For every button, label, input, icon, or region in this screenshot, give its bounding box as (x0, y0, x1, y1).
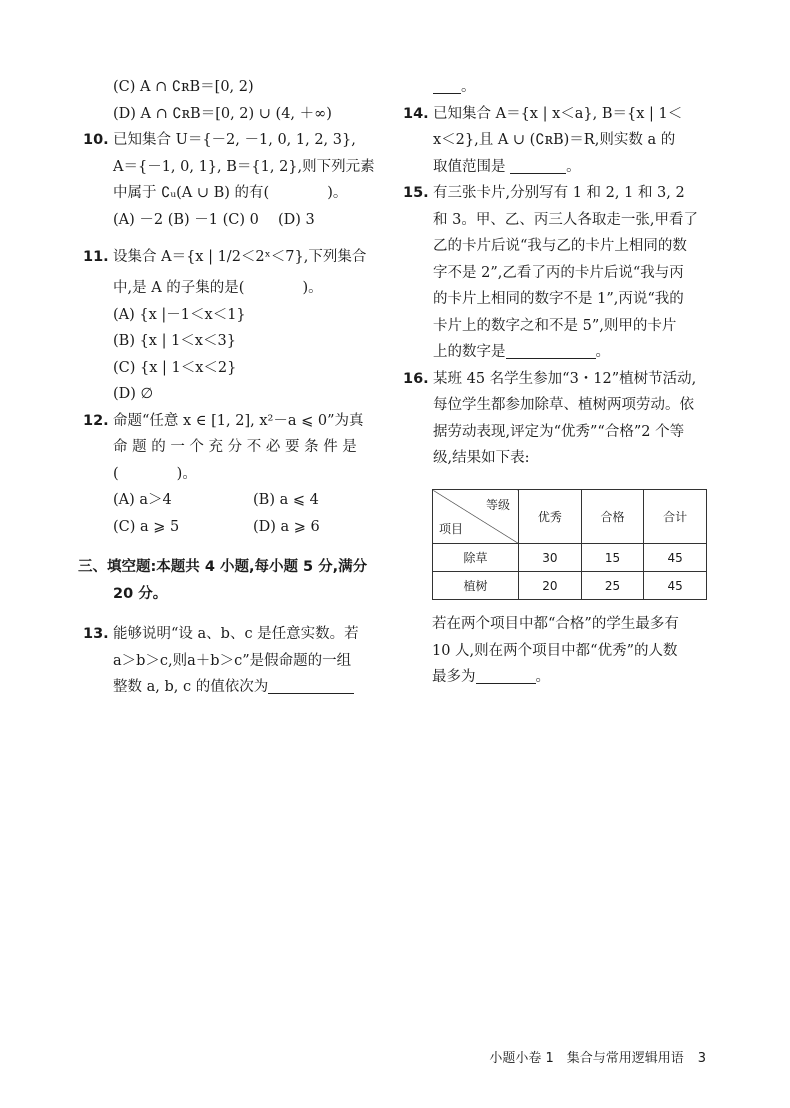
table-row (433, 544, 707, 572)
table-cell: 20 (519, 572, 582, 600)
question-16 (403, 366, 708, 472)
left-column (78, 74, 388, 701)
corner-label-grade: 等级 (485, 498, 510, 512)
table-header-row (433, 490, 707, 544)
q16-line-3: 据劳动表现,评定为“优秀”“合格”2 个等 (433, 423, 685, 440)
q16-end: 。 (535, 669, 550, 685)
q15-end: 。 (595, 344, 610, 360)
q15-line-4: 字不是 2”,乙看了丙的卡片后说“我与丙 (433, 264, 684, 281)
q9-option-c: (C) A ∩ ∁ʀB＝[0, 2) (113, 79, 254, 95)
section-3-line-1: 三、填空题:本题共 4 小题,每小题 5 分,满分 (78, 559, 368, 575)
corner-label-item: 项目 (439, 522, 464, 536)
q13-end: 。 (461, 79, 476, 95)
q15-line-3: 乙的卡片后说“我与乙的卡片上相同的数 (433, 238, 687, 254)
q15-line-5: 的卡片上相同的数字不是 1”,丙说“我的 (433, 291, 684, 307)
q14-line-1: 已知集合 A＝{x | x＜a}, B＝{x | 1＜ (433, 105, 683, 122)
q14-answer-blank[interactable] (510, 157, 566, 174)
q12-line-3: ( )。 (113, 465, 197, 482)
q16-answer-blank[interactable] (476, 667, 536, 684)
right-column (403, 74, 708, 472)
q12-option-c: (C) a ⩾ 5 (113, 518, 180, 535)
q16-after-line-2: 10 人,则在两个项目中都“优秀”的人数 (432, 642, 678, 659)
page-number: 3 (697, 1051, 706, 1066)
table-header-cell: 合格 (581, 490, 644, 544)
question-number: 15. (403, 185, 429, 201)
table-cell: 15 (581, 544, 644, 572)
question-number: 12. (83, 412, 109, 429)
results-table (432, 489, 707, 600)
footer-title: 小题小卷 1 集合与常用逻辑用语 (489, 1051, 684, 1066)
q16-line-4: 级,结果如下表: (433, 450, 530, 466)
q12-option-b: (B) a ⩽ 4 (253, 492, 319, 508)
table-cell: 30 (519, 544, 582, 572)
table-header-cell: 优秀 (519, 490, 582, 544)
q13-line-3: 整数 a, b, c 的值依次为 (113, 679, 269, 695)
section-3-line-2: 20 分。 (113, 585, 168, 602)
q12-option-a: (A) a＞4 (113, 492, 172, 508)
q15-line-7: 上的数字是 (433, 344, 506, 360)
question-10 (83, 127, 388, 233)
table-row (433, 572, 707, 600)
table-header-cell: 合计 (644, 490, 707, 544)
q9-option-d: (D) A ∩ ∁ʀB＝[0, 2) ∪ (4, ＋∞) (113, 105, 332, 122)
q10-options: (A) －2 (B) －1 (C) 0 (D) 3 (113, 211, 315, 228)
table-cell: 45 (644, 544, 707, 572)
q15-line-1: 有三张卡片,分别写有 1 和 2, 1 和 3, 2 (433, 185, 685, 201)
q14-end: 。 (566, 158, 581, 175)
question-11 (83, 239, 388, 408)
q15-line-6: 卡片上的数字之和不是 5”,则甲的卡片 (433, 317, 677, 334)
question-15 (403, 180, 708, 366)
q11-option-a: (A) {x |－1＜x＜1} (113, 306, 246, 323)
table-row-label: 植树 (433, 572, 519, 600)
table-row-label: 除草 (433, 544, 519, 572)
q12-line-1: 命题“任意 x ∈ [1, 2], x²－a ⩽ 0”为真 (113, 412, 364, 429)
question-number: 16. (403, 370, 429, 387)
q10-line-2: A＝{－1, 0, 1}, B＝{1, 2},则下列元素 (113, 158, 375, 175)
question-number: 11. (83, 249, 109, 265)
question-14 (403, 101, 708, 181)
question-number: 13. (83, 626, 109, 642)
table-cell: 45 (644, 572, 707, 600)
q15-line-2: 和 3。甲、乙、丙三人各取走一张,甲看了 (433, 211, 698, 228)
q16-continuation (432, 611, 707, 691)
q13-line-2: a＞b＞c,则a＋b＞c”是假命题的一组 (113, 652, 352, 669)
q16-line-2: 每位学生都参加除草、植树两项劳动。依 (433, 397, 694, 413)
question-number: 10. (83, 132, 109, 148)
page-footer (489, 1047, 706, 1066)
section-3-heading (78, 554, 388, 607)
q11-option-b: (B) {x | 1＜x＜3} (113, 333, 236, 349)
q10-line-3: 中属于 ∁ᵤ(A ∪ B) 的有( )。 (113, 185, 348, 201)
q14-line-3: 取值范围是 (433, 158, 506, 175)
q16-after-line-1: 若在两个项目中都“合格”的学生最多有 (432, 616, 679, 632)
q13-line-1: 能够说明“设 a、b、c 是任意实数。若 (113, 626, 359, 642)
q12-option-d: (D) a ⩾ 6 (253, 518, 320, 535)
q11-line-1: 设集合 A＝{x | 1/2＜2ˣ＜7},下列集合 (113, 249, 367, 265)
q11-option-d: (D) ∅ (113, 386, 154, 402)
q13-answer-blank[interactable] (268, 677, 354, 694)
q10-line-1: 已知集合 U＝{－2, －1, 0, 1, 2, 3}, (113, 132, 356, 148)
question-13 (83, 621, 388, 701)
q13-answer-blank-continued[interactable] (433, 77, 461, 94)
table-cell: 25 (581, 572, 644, 600)
question-12 (83, 408, 388, 541)
question-number: 14. (403, 105, 429, 122)
q11-line-2: 中,是 A 的子集的是( )。 (113, 280, 323, 296)
q16-line-1: 某班 45 名学生参加“3・12”植树节活动, (433, 370, 697, 387)
q16-after-line-3: 最多为 (432, 669, 476, 685)
table-corner-cell (433, 490, 519, 544)
q12-line-2: 命 题 的 一 个 充 分 不 必 要 条 件 是 (113, 439, 357, 455)
q11-option-c: (C) {x | 1＜x＜2} (113, 359, 237, 376)
q15-answer-blank[interactable] (506, 342, 596, 359)
q14-line-2: x＜2},且 A ∪ (∁ʀB)＝R,则实数 a 的 (433, 132, 676, 148)
